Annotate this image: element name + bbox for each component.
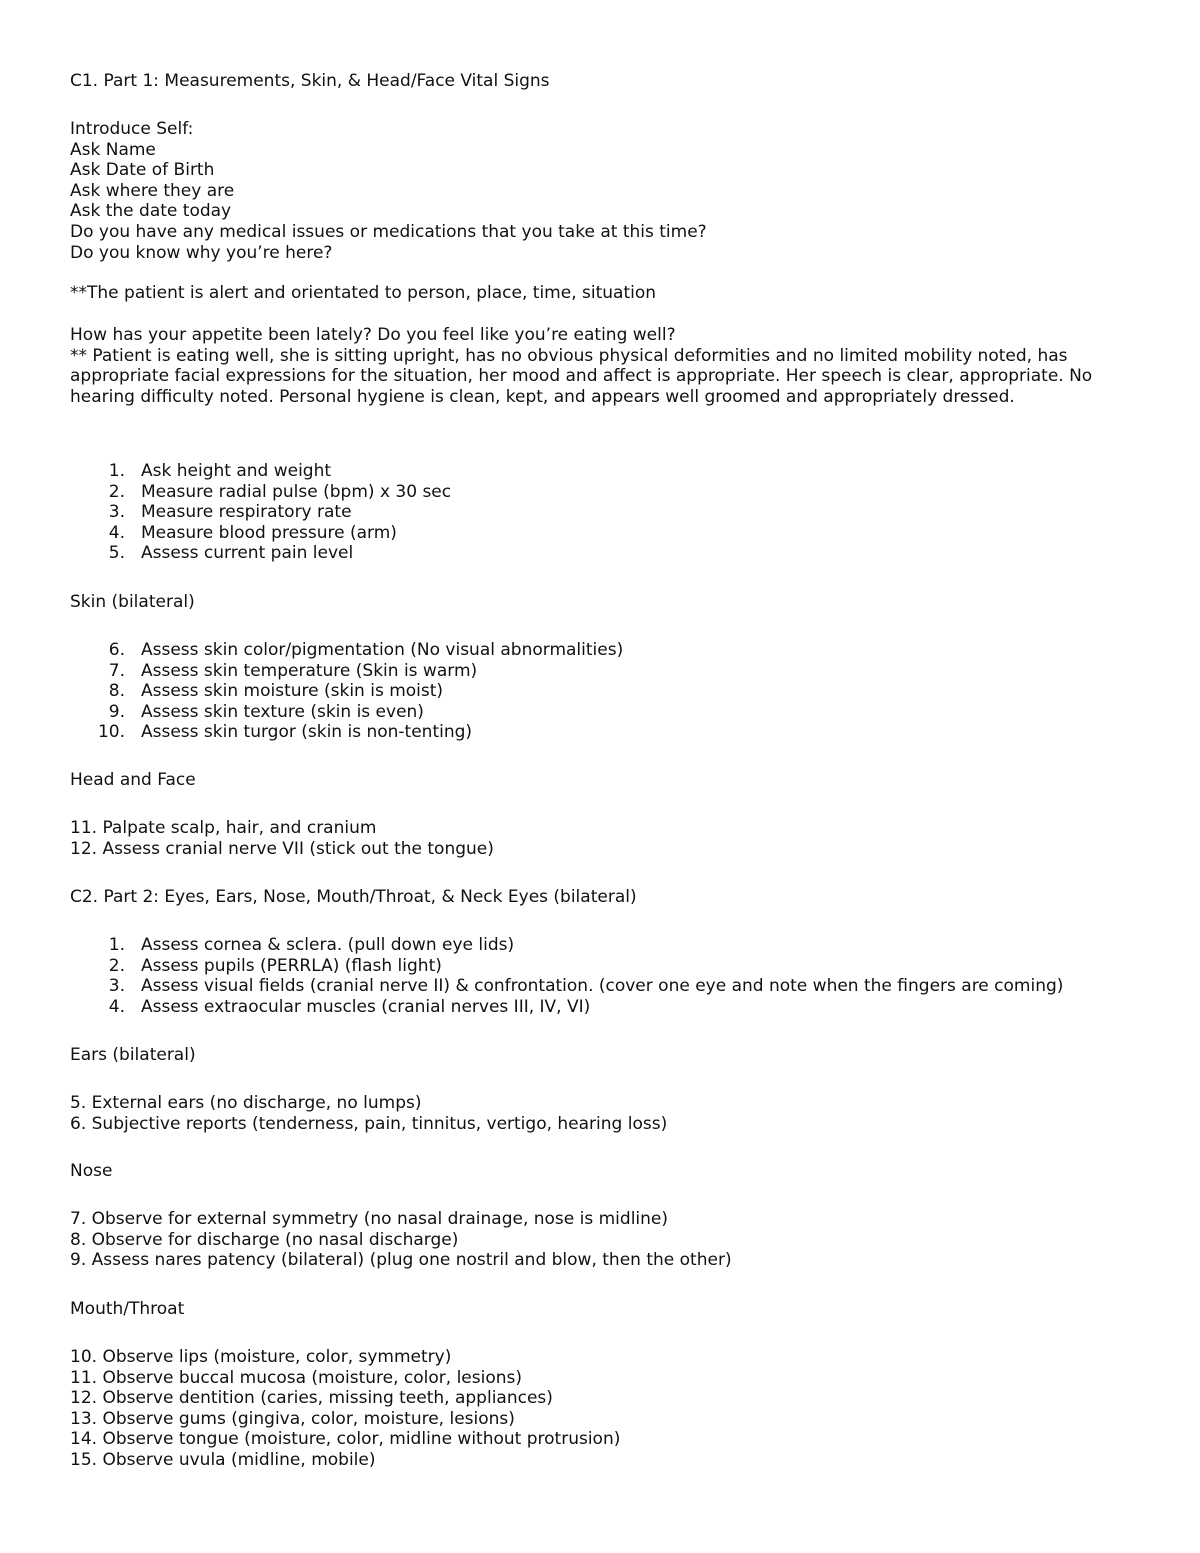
intro-line: Ask Name (70, 139, 156, 160)
list-number: 2. (108, 481, 125, 502)
list-text: Assess pupils (PERRLA) (flash light) (141, 955, 442, 976)
list-text: Measure respiratory rate (141, 502, 352, 523)
list-number: 3. (108, 502, 125, 523)
ears-heading: Ears (bilateral) (70, 1045, 196, 1065)
list-text: Assess extraocular muscles (cranial nerves III, IV, VI) (141, 996, 591, 1017)
list-text: Assess skin color/pigmentation (No visual abnormalities) (141, 640, 624, 660)
head-face-heading: Head and Face (70, 770, 196, 790)
intro-line: Ask Date of Birth (70, 160, 215, 181)
list-number: 5. (108, 543, 125, 564)
part1-heading: C1. Part 1: Measurements, Skin, & Head/Face Vital Signs (70, 71, 550, 91)
list-number: 2. (108, 955, 125, 976)
list-text: Assess current pain level (141, 543, 354, 564)
list-item: 14. Observe tongue (moisture, color, midline without protrusion) (70, 1429, 621, 1450)
list-item: 12. Assess cranial nerve VII (stick out the tongue) (70, 838, 494, 859)
list-text: Assess skin moisture (skin is moist) (141, 681, 444, 702)
list-item: 9. Assess nares patency (bilateral) (plug one nostril and blow, then the other) (70, 1250, 732, 1271)
intro-line: Ask the date today (70, 201, 232, 222)
intro-line: Ask where they are (70, 180, 235, 201)
list-item: 11. Observe buccal mucosa (moisture, color, lesions) (70, 1367, 522, 1388)
list-text: Assess skin temperature (Skin is warm) (141, 660, 478, 681)
list-number: 7. (108, 660, 125, 681)
observation-note: ** Patient is eating well, she is sitting upright, has no obvious physical deformities and no limited mobility noted, has appropriate facial expressions for the situation, her mood and affect is appropriate. Her speech is clear, appropriate. No hearing difficulty noted. Personal hygiene is clean, kept, and appears well groomed and appropriately dressed. (70, 345, 1093, 407)
list-item: 6. Subjective reports (tenderness, pain, tinnitus, vertigo, hearing loss) (70, 1113, 668, 1134)
list-text: Assess skin texture (skin is even) (141, 701, 424, 722)
list-number: 3. (108, 976, 125, 997)
list-item: 12. Observe dentition (caries, missing teeth, appliances) (70, 1388, 553, 1409)
list-text: Ask height and weight (141, 461, 332, 481)
list-number: 8. (108, 681, 125, 702)
intro-line: Introduce Self: (70, 119, 194, 139)
list-item: 11. Palpate scalp, hair, and cranium (70, 818, 377, 838)
list-item: 8. Observe for discharge (no nasal discharge) (70, 1229, 459, 1250)
oriented-note: **The patient is alert and orientated to person, place, time, situation (70, 283, 657, 303)
list-item: 13. Observe gums (gingiva, color, moisture, lesions) (70, 1408, 515, 1429)
intro-line: Do you have any medical issues or medications that you take at this time? (70, 222, 707, 242)
list-item: 10. Observe lips (moisture, color, symmetry) (70, 1347, 452, 1367)
list-number: 6. (108, 640, 125, 660)
list-text: Measure blood pressure (arm) (141, 522, 397, 543)
list-number: 4. (108, 522, 125, 543)
part2-heading: C2. Part 2: Eyes, Ears, Nose, Mouth/Throat, & Neck Eyes (bilateral) (70, 887, 637, 907)
list-number: 1. (108, 461, 125, 481)
list-text: Assess visual fields (cranial nerve II) & confrontation. (cover one eye and note when the fingers are coming) (141, 976, 1064, 997)
nose-heading: Nose (70, 1161, 113, 1181)
list-item: 7. Observe for external symmetry (no nasal drainage, nose is midline) (70, 1209, 669, 1229)
list-number: 4. (108, 996, 125, 1017)
list-number: 1. (108, 935, 125, 955)
skin-heading: Skin (bilateral) (70, 592, 195, 612)
list-number: 9. (108, 701, 125, 722)
list-text: Assess cornea & sclera. (pull down eye lids) (141, 935, 515, 955)
list-text: Assess skin turgor (skin is non-tenting) (141, 722, 473, 743)
list-text: Measure radial pulse (bpm) x 30 sec (141, 481, 452, 502)
intro-line: Do you know why you’re here? (70, 242, 333, 263)
mouth-heading: Mouth/Throat (70, 1299, 185, 1319)
list-item: 15. Observe uvula (midline, mobile) (70, 1450, 376, 1470)
appetite-question: How has your appetite been lately? Do you feel like you’re eating well? (70, 325, 676, 345)
list-number: 10. (97, 722, 125, 743)
list-item: 5. External ears (no discharge, no lumps) (70, 1093, 422, 1113)
